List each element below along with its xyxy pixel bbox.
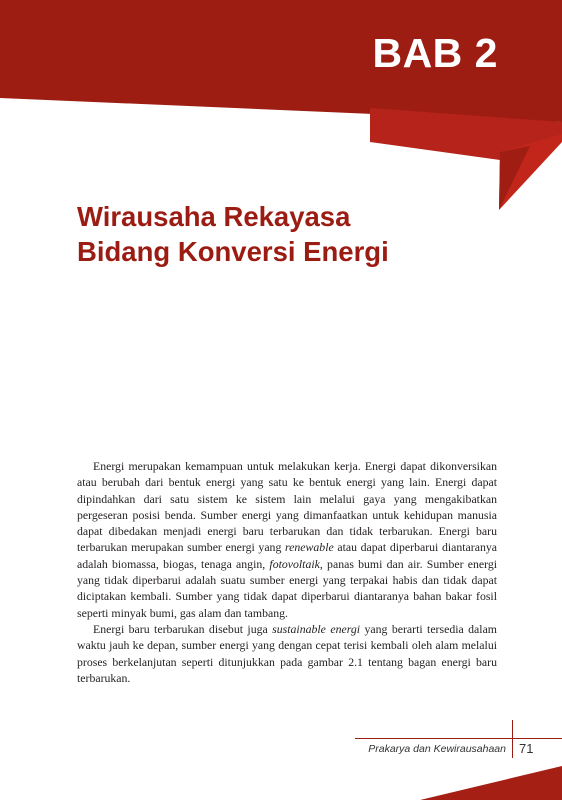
footer-rule — [355, 738, 562, 739]
chapter-title — [77, 199, 497, 269]
italic-term: sustainable energi — [272, 621, 361, 636]
page-number: 71 — [519, 741, 534, 756]
text-run: , panas bumi dan air. Sumber energi yang tidak diperbarui adalah suatu sumber energi yang terpakai habis dan tidak dapat diciptakan kembali. Sumber yang tidak dapat diperbarui diantaranya bahan bakar fosil seperti minyak bumi, gas alam dan tambang. — [77, 556, 497, 620]
italic-term: renewable — [285, 540, 334, 555]
paragraph-2 — [77, 621, 497, 686]
chapter-title-line-1: Wirausaha Rekayasa — [77, 201, 351, 232]
body-text — [77, 458, 497, 686]
footer-book-title: Prakarya dan Kewirausahaan — [368, 743, 506, 755]
text-run: atau dapat diperbarui diantaranya adalah biomassa, biogas, tenaga angin, — [77, 540, 497, 571]
paragraph-1 — [77, 458, 497, 621]
text-run: Energi baru terbarukan disebut juga — [93, 621, 273, 636]
text-run: Energi merupakan kemampuan untuk melakukan kerja. Energi dapat dikonversikan atau berubah dari bentuk energi yang satu ke bentuk energi yang lain. Energi dapat dipindahkan dari satu sistem ke sistem lain melalui gaya yang mengakibatkan pergeseran posisi benda. Sumber energi yang dimanfaatkan untuk kehidupan manusia dapat dibedakan menjadi energi baru terbarukan dan tidak terbarukan. Energi baru terbarukan merupakan sumber energi yang — [77, 459, 497, 555]
chapter-label: BAB 2 — [372, 30, 498, 76]
footer-corner-shape — [420, 766, 562, 800]
footer-divider — [512, 720, 513, 758]
text-run: yang berarti tersedia dalam waktu jauh ke depan, sumber energi yang dengan cepat terisi kembali oleh alam melalui proses berkelanjutan seperti ditunjukkan pada gambar 2.1 tentang bagan energi baru terbarukan. — [77, 621, 497, 685]
italic-term: fotovoltaik — [269, 556, 320, 571]
chapter-title-line-2: Bidang Konversi Energi — [77, 236, 389, 267]
